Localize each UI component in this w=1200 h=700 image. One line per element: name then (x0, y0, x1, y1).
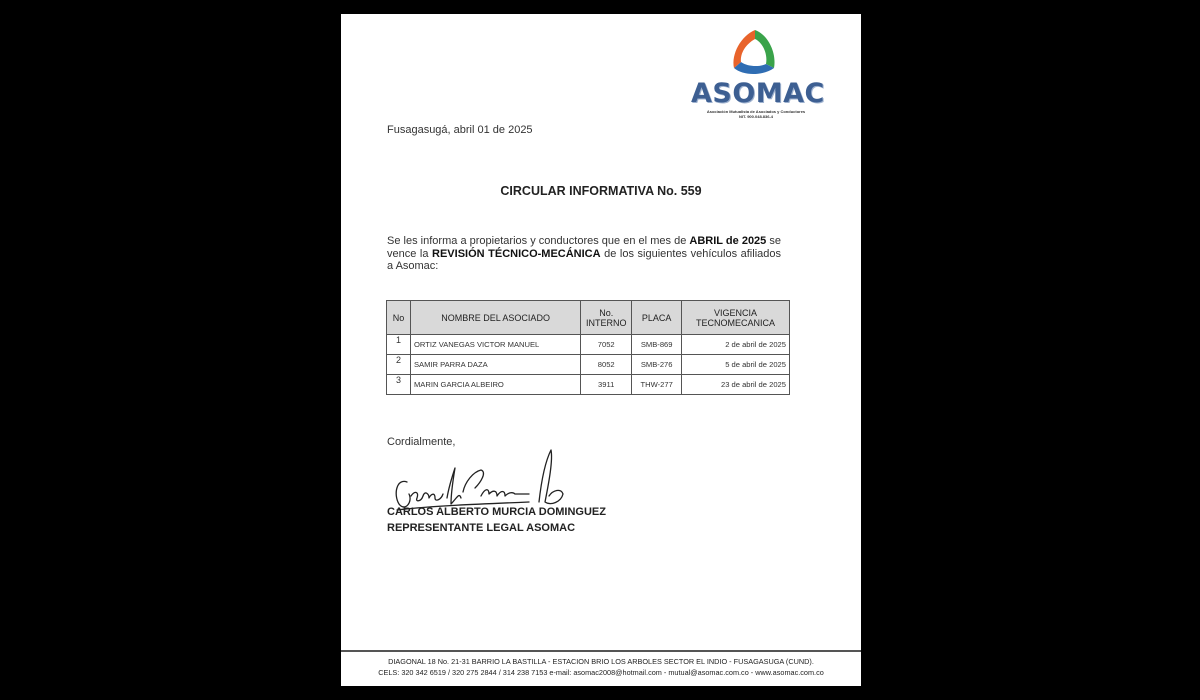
row-name: MARIN GARCIA ALBEIRO (410, 375, 580, 395)
vehicles-table (386, 300, 790, 395)
row-vigencia: 2 de abril de 2025 (682, 335, 790, 355)
closing-salutation: Cordialmente, (387, 436, 456, 448)
row-interno: 8052 (581, 355, 632, 375)
table-row (387, 335, 790, 355)
logo-subtitle-line: Asociación Mutualista de Asociados y Conductores (706, 109, 806, 114)
signer-name: CARLOS ALBERTO MURCIA DOMINGUEZ (387, 506, 606, 518)
intro-paragraph (387, 235, 781, 273)
footer-address: DIAGONAL 18 No. 21-31 BARRIO LA BASTILLA - ESTACION BRIO LOS ARBOLES SECTOR EL INDIO - FUSAGASUGA (CUND). (388, 657, 814, 666)
row-vigencia: 5 de abril de 2025 (682, 355, 790, 375)
intro-text-1: Se les informa a propietarios y conductores que en el mes de (387, 235, 690, 247)
document-page (341, 14, 861, 686)
signer-block (387, 504, 606, 536)
signer-role: REPRESENTANTE LEGAL ASOMAC (387, 522, 576, 534)
logo-wordmark: ASOMAC (691, 78, 825, 109)
asomac-logo (691, 26, 825, 122)
logo-nit: NIT. 900.048.836-4 (738, 114, 774, 119)
row-interno: 3911 (581, 375, 632, 395)
circular-title: CIRCULAR INFORMATIVA No. 559 (500, 184, 702, 198)
intro-text-3: de los siguientes vehículos afiliados a Asomac: (387, 247, 781, 272)
header-vigencia: VIGENCIA TECNOMECANICA (682, 301, 790, 335)
footer-contact: CELS: 320 342 6519 / 320 275 2844 / 314 238 7153 e-mail: asomac2008@hotmail.com - mutual@asomac.com.co - www.asomac.com.co (378, 668, 824, 677)
table-row (387, 355, 790, 375)
row-placa: SMB-869 (632, 335, 682, 355)
row-no: 2 (387, 355, 411, 375)
row-vigencia: 23 de abril de 2025 (682, 375, 790, 395)
intro-month: ABRIL de 2025 (689, 235, 767, 247)
row-name: ORTIZ VANEGAS VICTOR MANUEL (410, 335, 580, 355)
row-interno: 7052 (581, 335, 632, 355)
header-name: NOMBRE DEL ASOCIADO (410, 301, 580, 335)
logo-subtitle (691, 109, 821, 119)
row-name: SAMIR PARRA DAZA (410, 355, 580, 375)
row-no: 1 (387, 335, 411, 355)
intro-review-type: REVISIÓN TÉCNICO-MECÁNICA (432, 247, 601, 260)
table-header-row (387, 301, 790, 335)
row-no: 3 (387, 375, 411, 395)
intro-text-2: se vence la (387, 235, 781, 260)
header-no: No (387, 301, 411, 335)
letterhead-footer (341, 656, 861, 678)
row-placa: THW-277 (632, 375, 682, 395)
table-row (387, 375, 790, 395)
triangle-logo-icon (727, 26, 783, 78)
footer-divider (341, 650, 861, 652)
letter-date: Fusagasugá, abril 01 de 2025 (387, 124, 533, 136)
row-placa: SMB-276 (632, 355, 682, 375)
header-interno: No. INTERNO (581, 301, 632, 335)
header-placa: PLACA (632, 301, 682, 335)
